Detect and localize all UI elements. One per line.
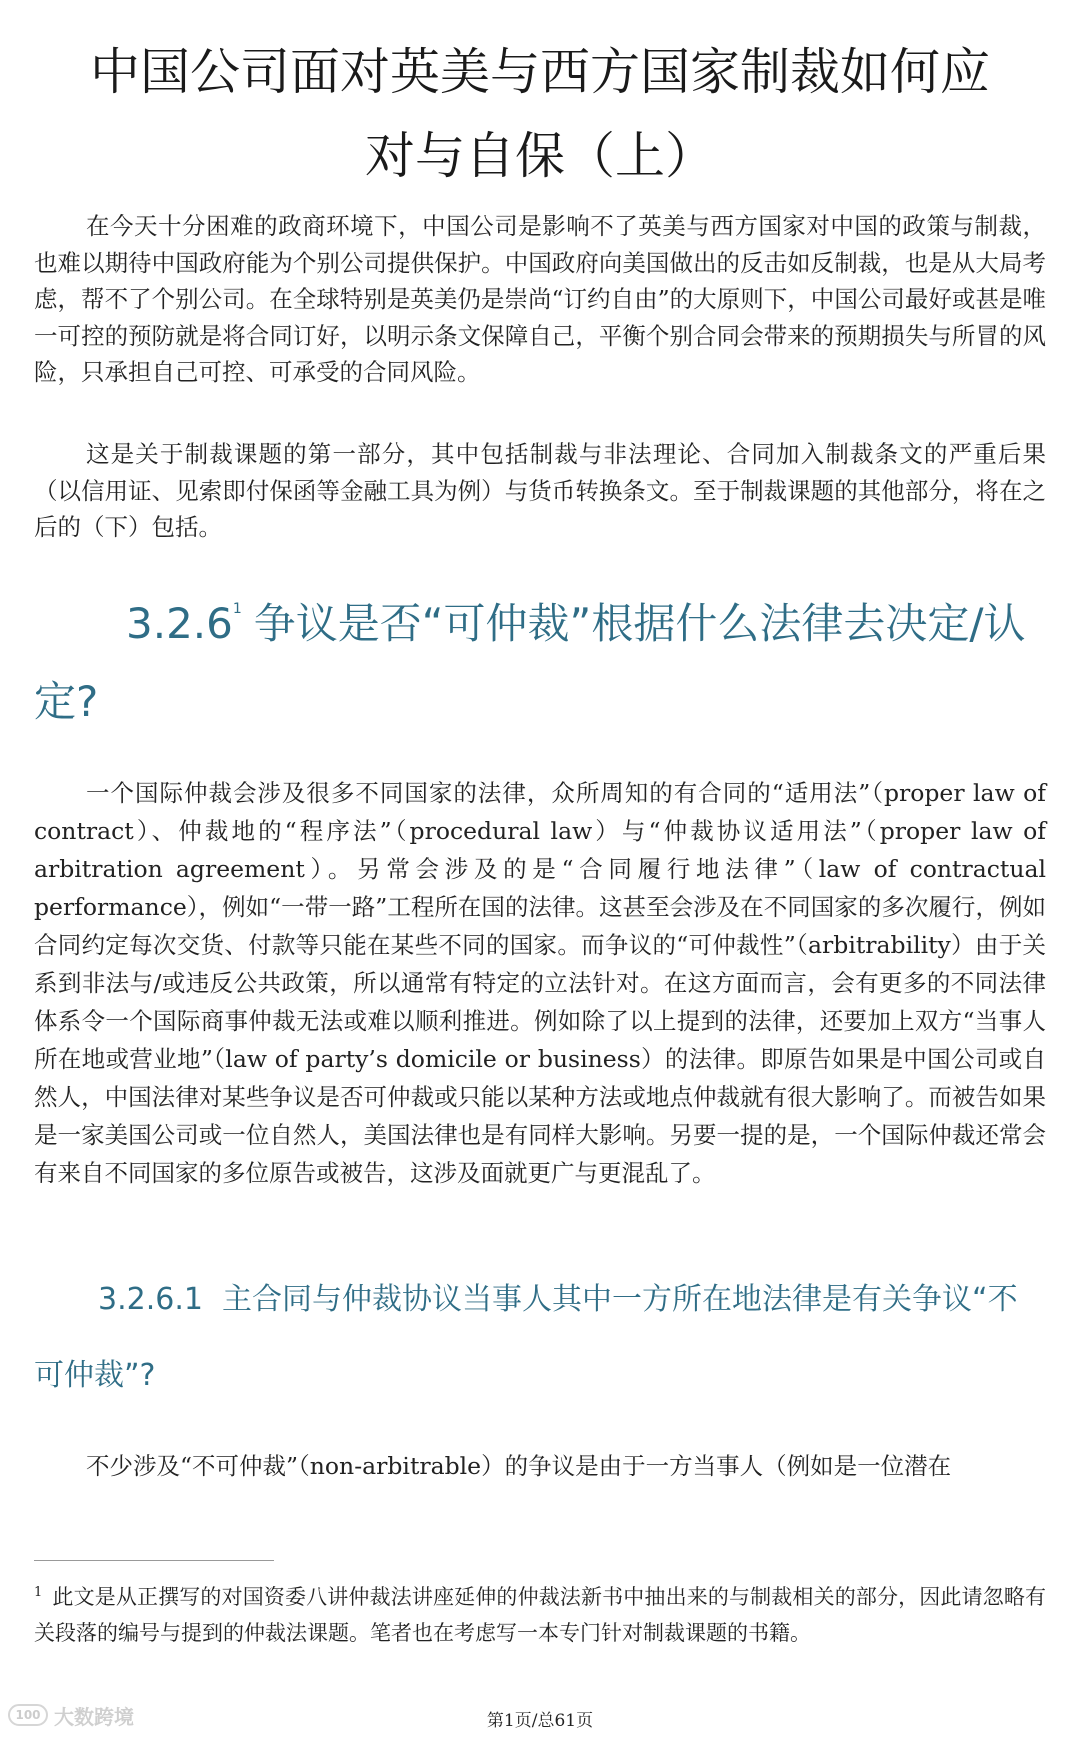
footnote-reference-1[interactable]: 1 bbox=[232, 601, 242, 617]
footnote-text: 此文是从正撰写的对国资委八讲仲裁法讲座延伸的仲裁法新书中抽出来的与制裁相关的部分，因此请忽略有关段落的编号与提到的仲裁法课题。笔者也在考虑写一本专门针对制裁课题的书籍。 bbox=[34, 1585, 1046, 1645]
section-number-3-2-6-1: 3.2.6.1 bbox=[98, 1282, 203, 1317]
footnote-1 bbox=[34, 1575, 1046, 1651]
watermark-text: 大数跨境 bbox=[54, 1704, 134, 1729]
section-3-2-6-body: 一个国际仲裁会涉及很多不同国家的法律，众所周知的有合同的“适用法”（proper law of contract）、仲裁地的“程序法”（procedural law）与“仲裁协议适用法”（proper law of arbitration agreement）。另常会涉及的是“合同履行地法律”（law of contractual performance），例如“一带一路”工程所在国的法律。这甚至会涉及在不同国家的多次履行，例如合同约定每次交货、付款等只能在某些不同的国家。而争议的“可仲裁性”（arbitrability）由于关系到非法与/或违反公共政策，所以通常有特定的立法针对。在这方面而言，会有更多的不同法律体系令一个国际商事仲裁无法或难以顺利推进。例如除了以上提到的法律，还要加上双方“当事人所在地或营业地”（law of party’s domicile or business）的法律。即原告如果是中国公司或自然人，中国法律对某些争议是否可仲裁或只能以某种方法或地点仲裁就有很大影响了。而被告如果是一家美国公司或一位自然人，美国法律也是有同样大影响。另要一提的是，一个国际仲裁还常会有来自不同国家的多位原告或被告，这涉及面就更广与更混乱了。 bbox=[34, 779, 1046, 1187]
intro-paragraph-1: 在今天十分困难的政商环境下，中国公司是影响不了英美与西方国家对中国的政策与制裁，也难以期待中国政府能为个别公司提供保护。中国政府向美国做出的反击如反制裁，也是从大局考虑，帮不了个别公司。在全球特别是英美仍是崇尚“订约自由”的大原则下，中国公司最好或甚是唯一可控的预防就是将合同订好，以明示条文保障自己，平衡个别合同会带来的预期损失与所冒的风险，只承担自己可控、可承受的合同风险。 bbox=[34, 212, 1046, 386]
footnote-divider bbox=[34, 1560, 274, 1561]
document-title-line-1: 中国公司面对英美与西方国家制裁如何应 bbox=[90, 43, 990, 101]
section-number-3-2-6: 3.2.6 bbox=[126, 599, 233, 648]
watermark-logo-icon: 100 bbox=[8, 1704, 48, 1726]
page-number: 第1页/总61页 bbox=[486, 1711, 594, 1731]
section-title-3-2-6-1: 主合同与仲裁协议当事人其中一方所在地法律是有关争议“不可仲裁”? bbox=[34, 1282, 1018, 1393]
intro-paragraph-2: 这是关于制裁课题的第一部分，其中包括制裁与非法理论、合同加入制裁条文的严重后果（以信用证、见索即付保函等金融工具为例）与货币转换条文。至于制裁课题的其他部分，将在之后的（下）包括。 bbox=[34, 440, 1046, 541]
section-title-3-2-6: 争议是否“可仲裁”根据什么法律去决定/认定? bbox=[34, 599, 1026, 726]
section-heading-3-2-6 bbox=[34, 580, 1046, 741]
footnote-mark: 1 bbox=[34, 1585, 43, 1600]
document-title-line-2: 对与自保（上） bbox=[365, 127, 715, 185]
section-3-2-6-1-body: 不少涉及“不可仲裁”（non-arbitrable）的争议是由于一方当事人（例如是一位潜在 bbox=[86, 1452, 952, 1480]
document-title bbox=[40, 30, 1040, 198]
section-heading-3-2-6-1 bbox=[34, 1262, 1046, 1414]
